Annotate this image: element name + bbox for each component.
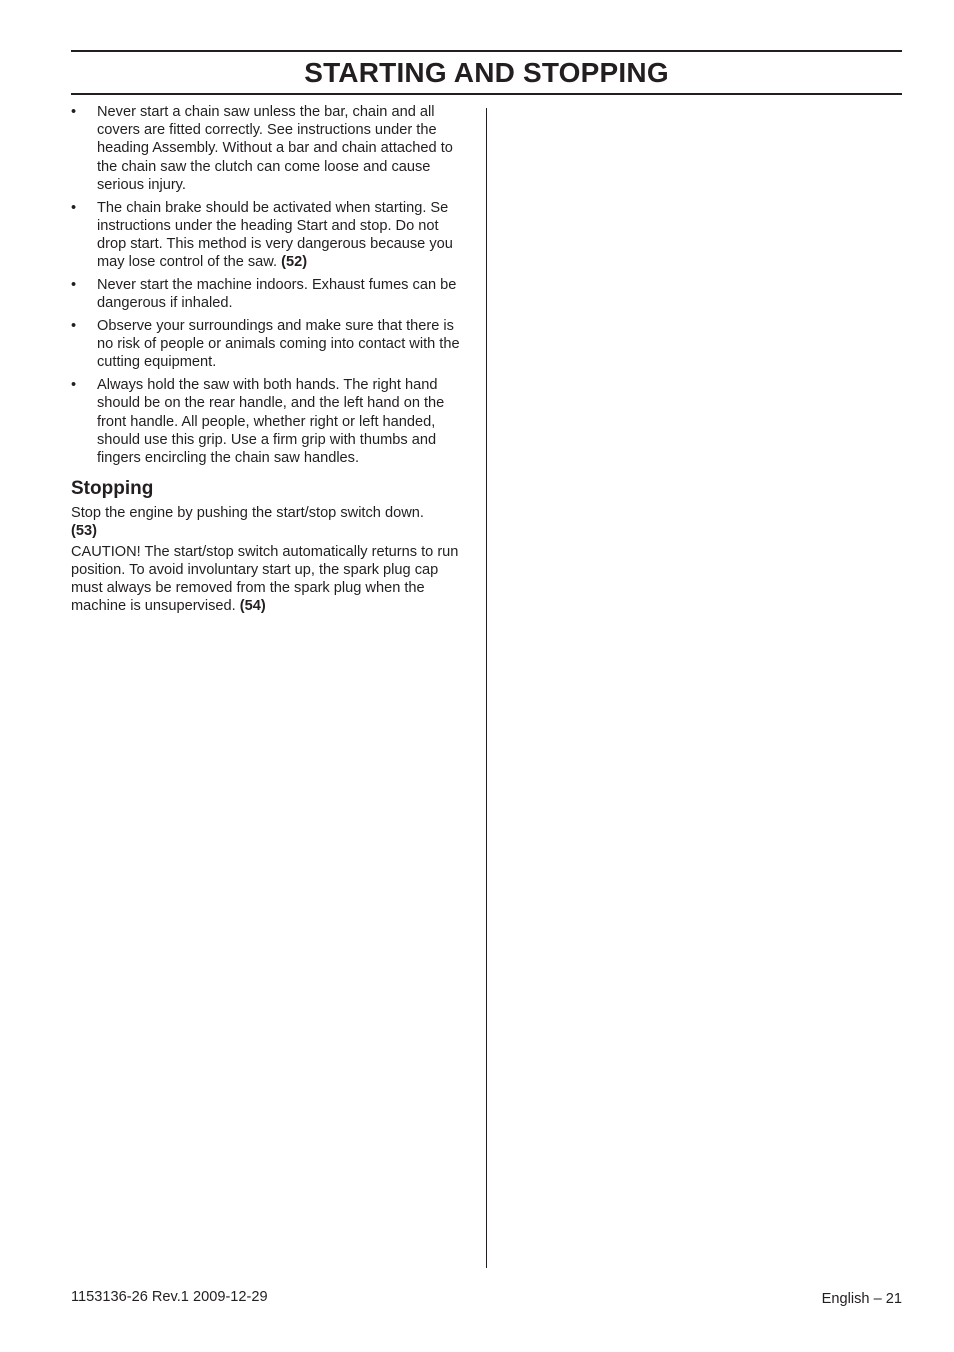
list-item [71, 317, 469, 372]
bullet-icon: • [71, 199, 77, 216]
page-title: STARTING AND STOPPING [304, 57, 669, 88]
bullet-icon: • [71, 277, 77, 294]
list-item [71, 199, 469, 272]
caution-paragraph [71, 543, 469, 616]
list-item [71, 376, 469, 467]
bullet-text: Never start the machine indoors. Exhaust fumes can be dangerous if inhaled. [97, 277, 457, 312]
stopping-paragraph [71, 504, 469, 540]
section-heading-stopping: Stopping [71, 478, 154, 500]
bullet-icon: • [71, 377, 77, 394]
figure-reference: (53) [71, 523, 97, 540]
header-bottom-rule [71, 93, 902, 95]
figure-reference: (54) [239, 598, 266, 615]
bullet-text: The chain brake should be activated when starting. Se instructions under the heading Start and stop. Do not drop start. This method is very dangerous because you may lose control of the saw. [97, 199, 453, 271]
footer-doc-number: 1153136-26 Rev.1 2009-12-29 [71, 1289, 268, 1305]
bullet-icon: • [71, 318, 77, 335]
figure-reference: (52) [281, 254, 308, 271]
safety-bullet-list [71, 103, 469, 467]
footer-page-number: English – 21 [821, 1291, 902, 1307]
bullet-text: Never start a chain saw unless the bar, chain and all covers are fitted correctly. See instructions under the heading Assembly. Without a bar and chain attached to the chain saw the clutch can come loose and cause serious injury. [97, 104, 453, 193]
list-item [71, 103, 469, 194]
bullet-icon: • [71, 104, 77, 120]
list-item [71, 276, 469, 312]
paragraph-text: CAUTION! The start/stop switch automatically returns to run position. To avoid involuntary start up, the spark plug cap must always be removed from the spark plug when the machine is unsupervised. [71, 543, 459, 615]
left-column [71, 103, 469, 617]
column-divider [486, 108, 487, 1268]
paragraph-text: Stop the engine by pushing the start/stop switch down. [71, 505, 424, 522]
header-top-rule [71, 50, 902, 52]
bullet-text: Observe your surroundings and make sure that there is no risk of people or animals coming into contact with the cutting equipment. [97, 318, 460, 371]
bullet-text: Always hold the saw with both hands. The right hand should be on the rear handle, and the left hand on the front handle. All people, whether right or left handed, should use this grip. Use a firm grip with thumbs and fingers encircling the chain saw handles. [97, 377, 445, 467]
